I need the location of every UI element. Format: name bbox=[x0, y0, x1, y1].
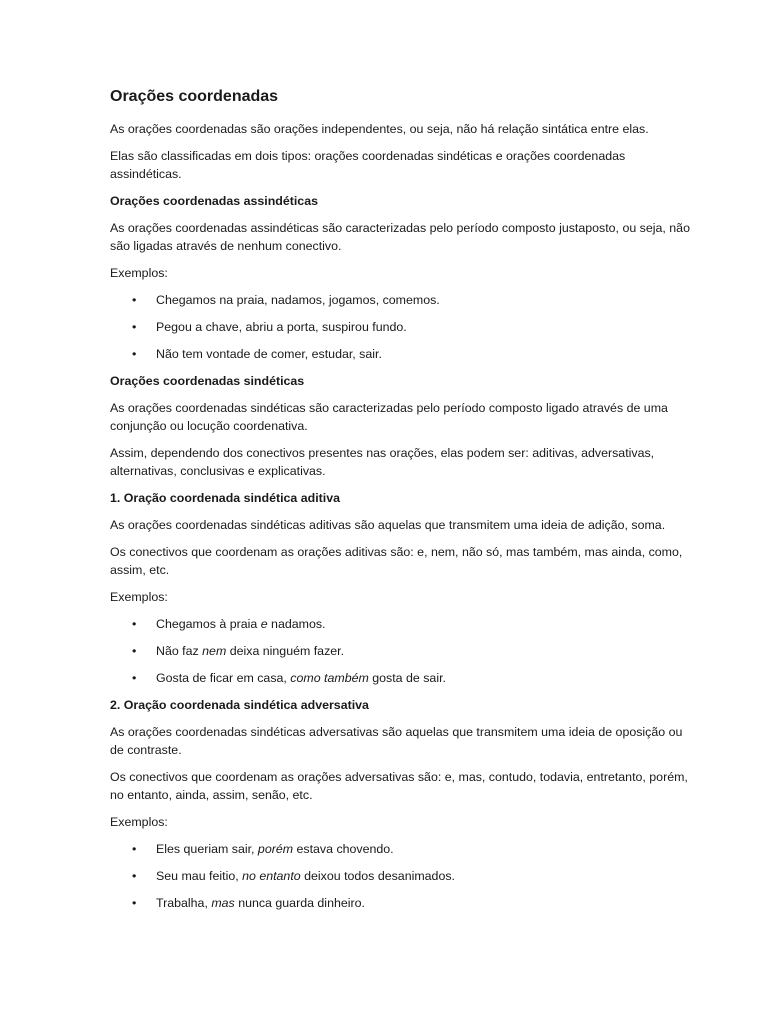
example-post: deixou todos desanimados. bbox=[300, 869, 455, 883]
assindeticas-heading: Orações coordenadas assindéticas bbox=[110, 194, 318, 208]
assindeticas-paragraph: As orações coordenadas assindéticas são caracterizadas pelo período composto justaposto, ou seja, não são ligadas através de nenhum conectivo. bbox=[110, 221, 690, 253]
aditiva-paragraph-2: Os conectivos que coordenam as orações aditivas são: e, nem, não só, mas também, mas ainda, como, assim, etc. bbox=[110, 545, 683, 577]
document-body bbox=[110, 86, 690, 921]
example-conjunction: nem bbox=[202, 644, 227, 658]
example-conjunction: no entanto bbox=[242, 869, 301, 883]
adversativa-examples-label: Exemplos: bbox=[110, 815, 168, 829]
example-pre: Eles queriam sair, bbox=[156, 842, 258, 856]
adversativa-paragraph-2: Os conectivos que coordenam as orações adversativas são: e, mas, contudo, todavia, entretanto, porém, no entanto, ainda, assim, senão, etc. bbox=[110, 770, 688, 802]
example-post: deixa ninguém fazer. bbox=[226, 644, 345, 658]
bullet-icon: • bbox=[132, 347, 137, 361]
list-item bbox=[110, 669, 690, 687]
bullet-icon: • bbox=[132, 896, 137, 910]
document-title: Orações coordenadas bbox=[110, 88, 279, 105]
example-text: Não tem vontade de comer, estudar, sair. bbox=[156, 347, 382, 361]
sindeticas-paragraph-1: As orações coordenadas sindéticas são caracterizadas pelo período composto ligado através de uma conjunção ou locução coordenativa. bbox=[110, 401, 668, 433]
list-item bbox=[110, 615, 690, 633]
sindeticas-paragraph-2: Assim, dependendo dos conectivos presentes nas orações, elas podem ser: aditivas, adversativas, alternativas, conclusivas e explicativas. bbox=[110, 446, 655, 478]
bullet-icon: • bbox=[132, 293, 137, 307]
list-item bbox=[110, 840, 690, 858]
bullet-icon: • bbox=[132, 617, 137, 631]
example-post: gosta de sair. bbox=[368, 671, 446, 685]
list-item bbox=[110, 345, 690, 363]
example-conjunction: mas bbox=[211, 896, 235, 910]
aditiva-examples-list bbox=[110, 615, 690, 687]
bullet-icon: • bbox=[132, 842, 137, 856]
example-pre: Trabalha, bbox=[156, 896, 212, 910]
example-post: nunca guarda dinheiro. bbox=[234, 896, 365, 910]
bullet-icon: • bbox=[132, 320, 137, 334]
list-item bbox=[110, 291, 690, 309]
intro-paragraph-1: As orações coordenadas são orações independentes, ou seja, não há relação sintática entre elas. bbox=[110, 122, 649, 136]
example-conjunction: e bbox=[260, 617, 268, 631]
example-post: nadamos. bbox=[267, 617, 326, 631]
example-pre: Chegamos à praia bbox=[156, 617, 261, 631]
intro-paragraph-2: Elas são classificadas em dois tipos: orações coordenadas sindéticas e orações coordenadas assindéticas. bbox=[110, 149, 626, 181]
example-pre: Seu mau feitio, bbox=[156, 869, 243, 883]
example-conjunction: como também bbox=[290, 671, 369, 685]
adversativa-paragraph-1: As orações coordenadas sindéticas adversativas são aquelas que transmitem uma ideia de oposição ou de contraste. bbox=[110, 725, 683, 757]
aditiva-examples-label: Exemplos: bbox=[110, 590, 168, 604]
list-item bbox=[110, 642, 690, 660]
bullet-icon: • bbox=[132, 869, 137, 883]
example-pre: Gosta de ficar em casa, bbox=[156, 671, 291, 685]
bullet-icon: • bbox=[132, 644, 137, 658]
bullet-icon: • bbox=[132, 671, 137, 685]
assindeticas-examples-label: Exemplos: bbox=[110, 266, 168, 280]
aditiva-heading: 1. Oração coordenada sindética aditiva bbox=[110, 491, 341, 505]
example-pre: Não faz bbox=[156, 644, 203, 658]
list-item bbox=[110, 867, 690, 885]
example-text: Chegamos na praia, nadamos, jogamos, comemos. bbox=[156, 293, 440, 307]
list-item bbox=[110, 318, 690, 336]
adversativa-heading: 2. Oração coordenada sindética adversativa bbox=[110, 698, 369, 712]
example-post: estava chovendo. bbox=[293, 842, 394, 856]
example-conjunction: porém bbox=[257, 842, 294, 856]
list-item bbox=[110, 894, 690, 912]
example-text: Pegou a chave, abriu a porta, suspirou fundo. bbox=[156, 320, 407, 334]
sindeticas-heading: Orações coordenadas sindéticas bbox=[110, 374, 305, 388]
aditiva-paragraph-1: As orações coordenadas sindéticas aditivas são aquelas que transmitem uma ideia de adição, soma. bbox=[110, 518, 666, 532]
adversativa-examples-list bbox=[110, 840, 690, 912]
assindeticas-examples-list bbox=[110, 291, 690, 363]
